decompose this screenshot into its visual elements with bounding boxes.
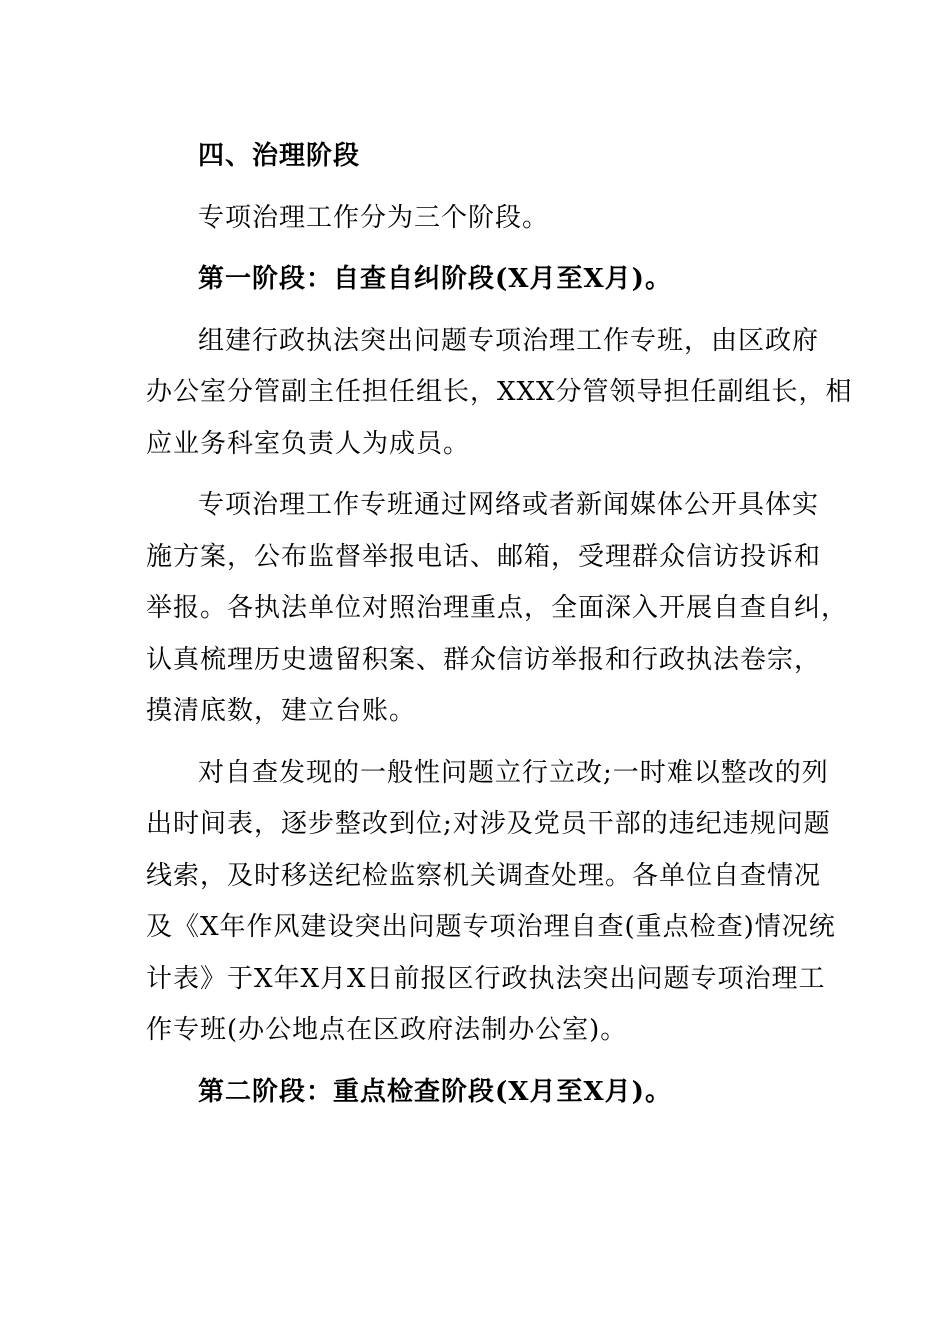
paragraph-line: 作专班(办公地点在区政府法制办公室)。 — [146, 1015, 628, 1045]
paragraph-line: 施方案，公布监督举报电话、邮箱，受理群众信访投诉和 — [146, 541, 822, 572]
document-body — [146, 131, 853, 1118]
paragraph-line: 举报。各执法单位对照治理重点，全面深入开展自查自纠， — [146, 593, 849, 623]
paragraph-line: 认真梳理历史遗留积案、群众信访举报和行政执法卷宗， — [146, 644, 822, 675]
paragraph-line: 组建行政执法突出问题专项治理工作专班，由区政府 — [198, 325, 820, 356]
paragraph-3 — [146, 748, 836, 1057]
section-heading: 四、治理阶段 — [198, 141, 361, 171]
paragraph-line: 应业务科室负责人为成员。 — [146, 428, 471, 459]
paragraph-line: 专项治理工作专班通过网络或者新闻媒体公开具体实 — [198, 490, 820, 520]
paragraph-line: 对自查发现的一般性问题立行立改;一时难以整改的列 — [198, 757, 829, 788]
paragraph-line: 办公室分管副主任担任组长，XXX分管领导担任副组长，相 — [146, 377, 853, 407]
paragraph-line: 出时间表，逐步整改到位;对涉及党员干部的违纪违规问题 — [146, 809, 831, 839]
paragraph-line: 及《X年作风建设突出问题专项治理自查(重点检查)情况统 — [146, 912, 836, 942]
paragraph-line: 线索，及时移送纪检监察机关调查处理。各单位自查情况 — [146, 860, 822, 891]
paragraph-line: 摸清底数，建立台账。 — [146, 696, 417, 726]
paragraph-line: 计表》于X年X月X日前报区行政执法突出问题专项治理工 — [146, 963, 826, 994]
paragraph-2 — [146, 480, 849, 738]
paragraph-1 — [146, 316, 853, 471]
stage2-heading: 第二阶段：重点检查阶段(X月至X月)。 — [198, 1076, 672, 1107]
intro-paragraph: 专项治理工作分为三个阶段。 — [198, 202, 550, 233]
stage1-heading: 第一阶段：自查自纠阶段(X月至X月)。 — [198, 264, 672, 294]
